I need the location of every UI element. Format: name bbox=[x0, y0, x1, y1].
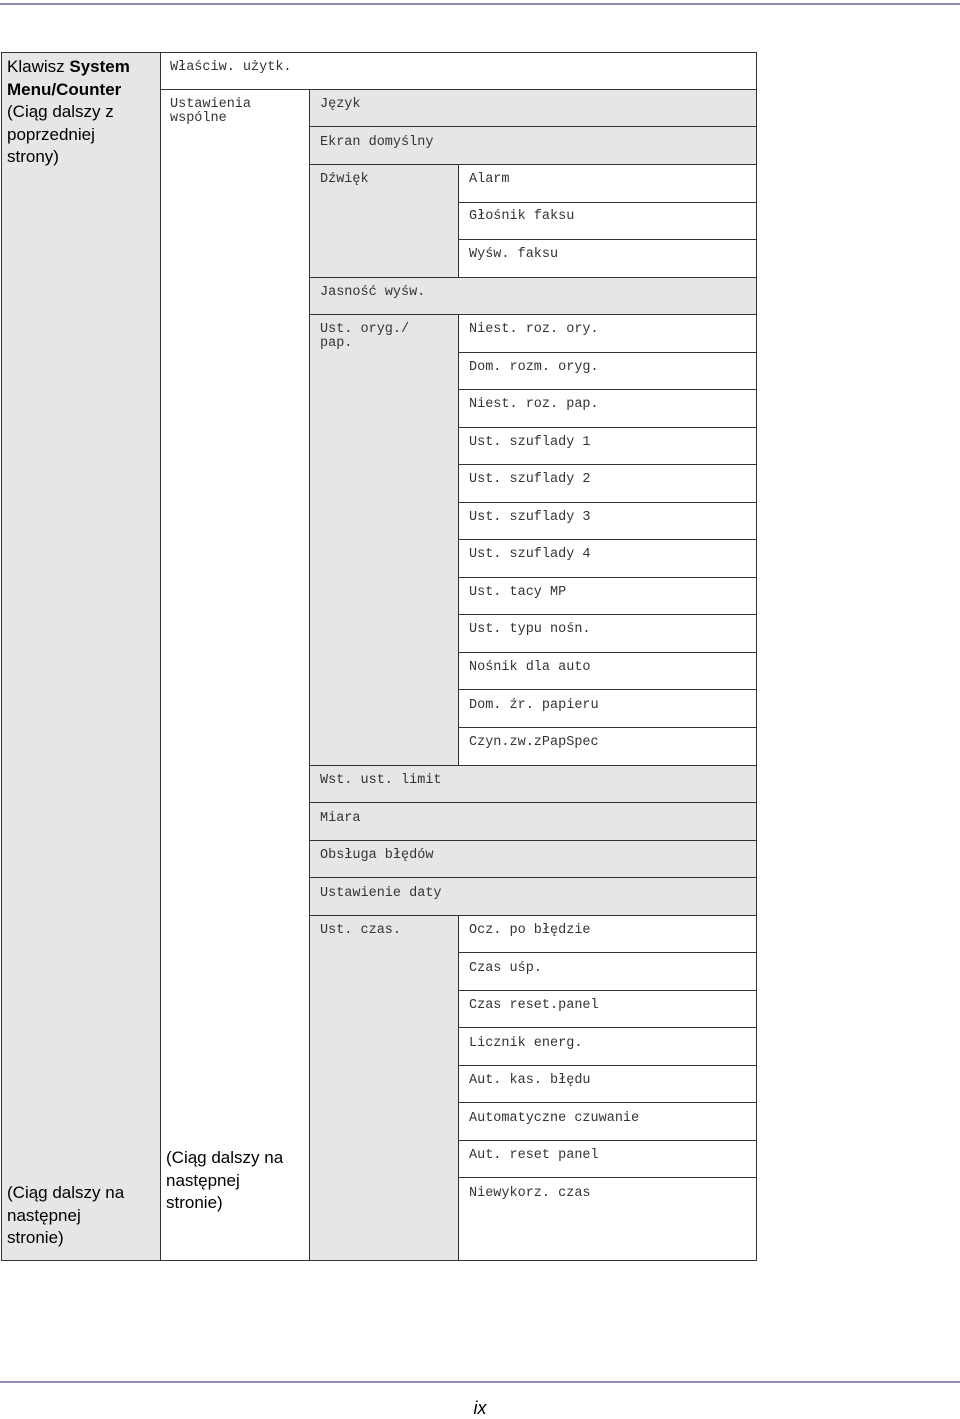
menu-item-wlasciw-label: Właściw. użytk. bbox=[170, 60, 292, 75]
menu-item-tacy-mp-label: Ust. tacy MP bbox=[469, 585, 567, 600]
menu-item-szuflada-2-label: Ust. szuflady 2 bbox=[469, 472, 591, 487]
bottom-rule bbox=[0, 1381, 960, 1383]
menu-item-niest-pap-label: Niest. roz. pap. bbox=[469, 397, 599, 412]
menu-item-jezyk-label: Język bbox=[320, 97, 361, 112]
menu-item-dzwiek-label: Dźwięk bbox=[320, 172, 369, 187]
menu-item-aut-kas-label: Aut. kas. błędu bbox=[469, 1073, 591, 1088]
menu-item-typu-nosn-label: Ust. typu nośn. bbox=[469, 622, 591, 637]
menu-item-wst-ust-label: Wst. ust. limit bbox=[320, 773, 442, 788]
menu-item-szuflada-4-label: Ust. szuflady 4 bbox=[469, 547, 591, 562]
menu-item-czas-usp-label: Czas uśp. bbox=[469, 961, 542, 976]
top-rule bbox=[0, 3, 960, 5]
menu-item-ustawienia-wspolne bbox=[160, 89, 310, 1261]
menu-item-dom-oryg-label: Dom. rozm. oryg. bbox=[469, 360, 599, 375]
system-menu-title: Klawisz System Menu/Counter (Ciąg dalszy z poprzedniej strony) bbox=[7, 57, 130, 166]
menu-item-glosnik-label: Głośnik faksu bbox=[469, 209, 575, 224]
system-menu-column bbox=[1, 52, 161, 1261]
menu-item-ust-daty-label: Ustawienie daty bbox=[320, 886, 442, 901]
menu-item-ust-czas bbox=[309, 915, 459, 1261]
menu-item-alarm-label: Alarm bbox=[469, 172, 510, 187]
menu-item-miara-label: Miara bbox=[320, 811, 361, 826]
menu-item-dom-zr-label: Dom. źr. papieru bbox=[469, 698, 599, 713]
menu-item-niewykorz-label: Niewykorz. czas bbox=[469, 1186, 591, 1201]
menu-item-nosnik-auto-label: Nośnik dla auto bbox=[469, 660, 591, 675]
menu-item-aut-reset-label: Aut. reset panel bbox=[469, 1148, 599, 1163]
menu-item-licznik-label: Licznik energ. bbox=[469, 1036, 583, 1051]
menu-item-czyn-zw-label: Czyn.zw.zPapSpec bbox=[469, 735, 599, 750]
menu-item-wysw-faksu-label: Wyśw. faksu bbox=[469, 247, 559, 262]
continued-note-col2: (Ciąg dalszy na następnej stronie) bbox=[166, 1148, 284, 1212]
menu-item-ust-czas-label: Ust. czas. bbox=[320, 923, 402, 938]
menu-item-ustawienia-label: Ustawienia wspólne bbox=[170, 97, 252, 126]
menu-item-ust-oryg bbox=[309, 314, 459, 766]
menu-item-ust-oryg-label: Ust. oryg./ pap. bbox=[320, 322, 410, 351]
menu-item-obsluga-label: Obsługa błędów bbox=[320, 848, 434, 863]
continued-note-col1: (Ciąg dalszy na następnej stronie) bbox=[7, 1183, 125, 1247]
menu-item-szuflada-1-label: Ust. szuflady 1 bbox=[469, 435, 591, 450]
menu-item-auto-czuwanie-label: Automatyczne czuwanie bbox=[469, 1111, 640, 1126]
menu-item-jezyk bbox=[309, 89, 757, 127]
menu-item-szuflada-3-label: Ust. szuflady 3 bbox=[469, 510, 591, 525]
menu-item-ocz-bledzie-label: Ocz. po błędzie bbox=[469, 923, 591, 938]
menu-item-jasnosc-label: Jasność wyśw. bbox=[320, 285, 426, 300]
menu-item-czas-reset-label: Czas reset.panel bbox=[469, 998, 599, 1013]
menu-item-niest-ory-label: Niest. roz. ory. bbox=[469, 322, 599, 337]
menu-item-ekran-label: Ekran domyślny bbox=[320, 135, 434, 150]
page-number: ix bbox=[473, 1398, 487, 1418]
menu-item-miara bbox=[309, 802, 757, 841]
